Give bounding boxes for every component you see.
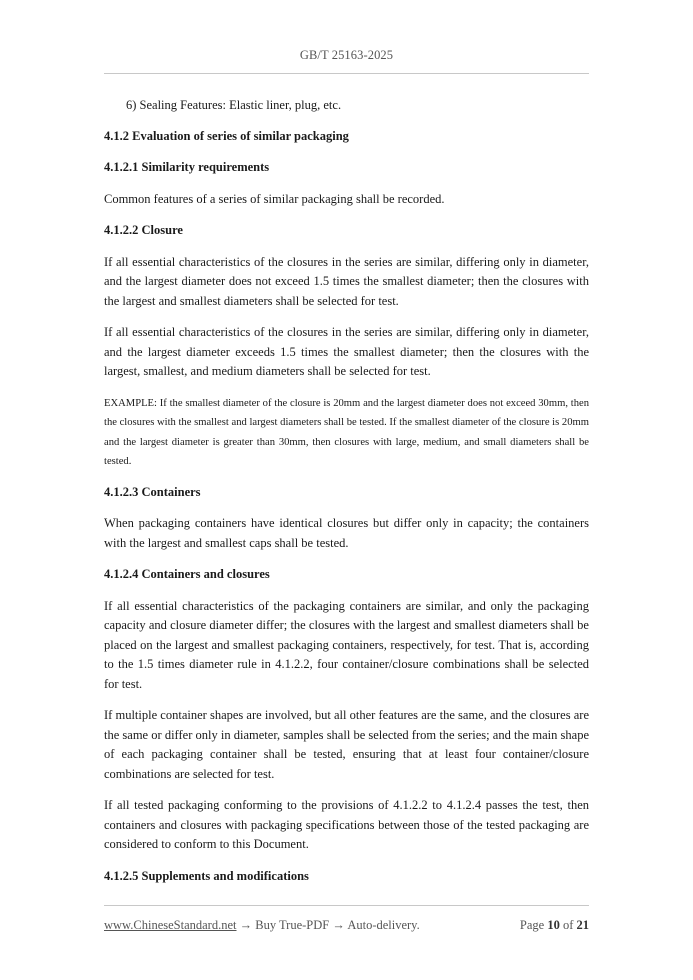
page-current: 10 bbox=[547, 918, 560, 932]
footer-arrow-1: → bbox=[236, 918, 256, 932]
heading-4-1-2: 4.1.2 Evaluation of series of similar packaging bbox=[104, 128, 349, 143]
paragraph-4-1-2-3: When packaging containers have identical closures but differ only in capacity; the containers with the largest and smallest caps shall be tested. bbox=[104, 516, 589, 550]
heading-4-1-2-2: 4.1.2.2 Closure bbox=[104, 223, 183, 237]
heading-4-1-2-5: 4.1.2.5 Supplements and modifications bbox=[104, 868, 309, 883]
paragraph-4-1-2-2-a: If all essential characteristics of the closures in the series are similar, differing only in diameter, and the largest diameter does not exceed 1.5 times the smallest diameter; then the closures with the largest and smallest diameters shall be selected for test. bbox=[104, 254, 589, 308]
paragraph-4-1-2-2-b: If all essential characteristics of the closures in the series are similar, differing only in diameter, and the largest diameter exceeds 1.5 times the smallest diameter; then the closures with the largest, smallest, and medium diameters shall be selected for test. bbox=[104, 325, 589, 378]
footer-arrow-2: → bbox=[329, 918, 348, 932]
document-body bbox=[104, 96, 589, 898]
heading-4-1-2-4: 4.1.2.4 Containers and closures bbox=[104, 567, 270, 581]
paragraph-4-1-2-4-c: If all tested packaging conforming to the provisions of 4.1.2.2 to 4.1.2.4 passes the test, then containers and closures with packaging specifications between those of the tested packaging are considered to conform to this Document. bbox=[104, 798, 589, 851]
paragraph-4-1-2-4-a: If all essential characteristics of the packaging containers are similar, and only the packaging capacity and closure diameter differ; the closures with the largest and smallest diameters shall be placed on the largest and smallest packaging containers, respectively, for test. That is, according to the 1.5 times diameter rule in 4.1.2.2, four container/closure combinations shall be selected for test. bbox=[104, 598, 589, 691]
list-item-sealing-features: 6) Sealing Features: Elastic liner, plug, etc. bbox=[126, 98, 342, 112]
heading-4-1-2-3: 4.1.2.3 Containers bbox=[104, 484, 201, 499]
paragraph-4-1-2-4-b: If multiple container shapes are involved, but all other features are the same, and the closures are the same or differ only in diameter, samples shall be selected from the series; and the main shape of each packaging container shall be tested, ensuring that at least four container/closure combinations are selected for test. bbox=[104, 708, 589, 781]
footer-site-link[interactable]: www.ChineseStandard.net bbox=[104, 918, 237, 932]
heading-4-1-2-1: 4.1.2.1 Similarity requirements bbox=[104, 160, 270, 174]
example-note-4-1-2-2: EXAMPLE: If the smallest diameter of the closure is 20mm and the largest diameter does not exceed 30mm, then the closures with the smallest and largest diameters shall be tested. If the smallest diameter of the closure is 20mm and the largest diameter is greater than 30mm, then closures with large, medium, and small diameters shall be tested. bbox=[104, 397, 589, 467]
header-divider bbox=[104, 73, 589, 74]
page-total: 21 bbox=[576, 918, 589, 932]
page-label: Page bbox=[519, 918, 545, 932]
paragraph-4-1-2-1: Common features of a series of similar packaging shall be recorded. bbox=[104, 191, 445, 206]
footer-buy-text: Buy True-PDF bbox=[255, 918, 330, 932]
page-number-indicator bbox=[520, 918, 589, 933]
page-header-standard-id: GB/T 25163-2025 bbox=[299, 48, 394, 62]
footer-promo bbox=[104, 918, 420, 933]
of-label: of bbox=[562, 918, 574, 932]
footer-delivery-text: Auto-delivery. bbox=[347, 918, 420, 932]
footer-divider bbox=[104, 905, 589, 906]
